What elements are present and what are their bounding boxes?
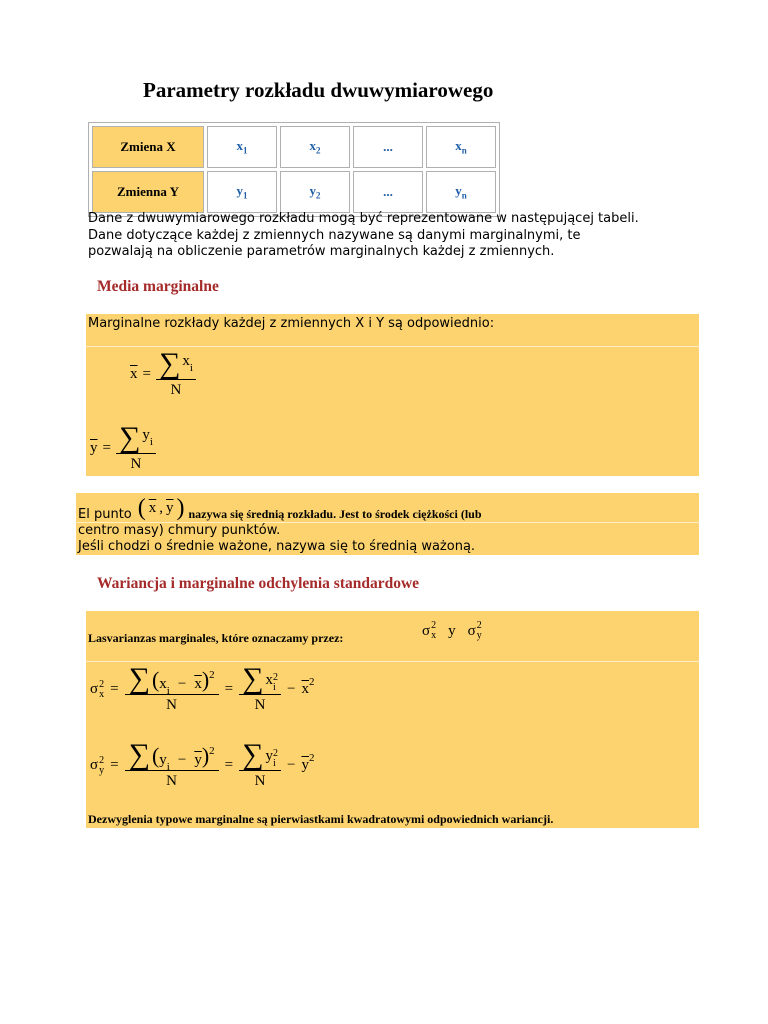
formula-mean-x [130, 347, 196, 399]
cell-y2 [280, 171, 350, 213]
sub: x [431, 630, 437, 641]
cell-text: y [309, 183, 316, 199]
cell-xn [426, 126, 496, 168]
comma: , [159, 500, 163, 516]
cell-x2 [280, 126, 350, 168]
sum-symbol: ∑ [128, 662, 150, 695]
equals-sign: = [142, 366, 151, 382]
cell-text: x [236, 138, 243, 154]
ybar-symbol: $\overline{y}$ [194, 752, 202, 768]
formula-mean-y [90, 421, 156, 473]
point-description: nazywa się średnią rozkładu. Jest to środek ciężkości (lub [188, 507, 482, 521]
ybar-symbol: $\overline{y}$ [166, 500, 174, 516]
xbar-symbol: $\overline{x}$ [148, 500, 157, 516]
sigma: σ [422, 622, 431, 639]
num-sub: i [189, 362, 193, 374]
table-row [92, 171, 496, 213]
paren-open: ( [151, 743, 160, 768]
script [99, 756, 104, 776]
cell-y-ellipsis: ... [353, 171, 423, 213]
sup: 2 [99, 754, 105, 766]
sup: 2 [308, 751, 315, 764]
cell-text: y [455, 183, 462, 199]
cell-sub: 1 [243, 190, 248, 201]
denominator: N [130, 456, 142, 472]
numerator [239, 662, 281, 695]
intro-line: Dane dotyczące każdej z zmiennych nazywane są danymi marginalnymi, te [88, 227, 581, 243]
fraction [125, 662, 219, 714]
fraction [239, 662, 281, 714]
script [99, 680, 104, 700]
num-var: x [159, 676, 167, 692]
fraction [125, 738, 219, 790]
sub: y [476, 630, 482, 641]
paren-open: ( [137, 495, 146, 521]
xbar-symbol: $\overline{x}$ [130, 366, 138, 382]
variance-label: Lasvarianzas marginales, które oznaczamy przez: [88, 631, 344, 645]
means-box-text: Marginalne rozkłady każdej z zmiennych X i Y są odpowiednio: [88, 316, 495, 331]
minus-sign: − [287, 681, 296, 697]
script [477, 621, 482, 641]
conj-y: y [448, 622, 456, 639]
paren-close: ) [201, 743, 210, 768]
paren-close: ) [201, 667, 210, 692]
heading-media-marginalne: Media marginalne [97, 278, 219, 295]
sup: 2 [209, 669, 215, 681]
paren-close: ) [176, 495, 185, 521]
row-label-y: Zmienna Y [92, 171, 204, 213]
formula-variance-x [90, 662, 315, 714]
numerator [116, 421, 156, 454]
sup: 2 [308, 675, 315, 688]
page-title: Parametry rozkładu dwuwymiarowego [143, 78, 494, 102]
minus-sign: − [287, 757, 296, 773]
means-box [86, 314, 699, 476]
num-var: y [265, 748, 273, 764]
sum-symbol: ∑ [128, 738, 150, 771]
cell-text: x [309, 138, 316, 154]
cell-text: y [236, 183, 243, 199]
numerator [125, 662, 219, 697]
sub: x [99, 688, 105, 700]
fraction [156, 347, 196, 399]
equals-sign: = [110, 757, 119, 773]
variables-table [88, 122, 500, 217]
variance-box [86, 611, 699, 828]
equals-sign: = [102, 440, 111, 456]
num-sub: i [149, 436, 153, 448]
numerator [125, 738, 219, 773]
numerator [156, 347, 196, 380]
cell-text: x [455, 138, 462, 154]
sup: 2 [99, 678, 105, 690]
equals-sign: = [224, 681, 234, 697]
sigma-symbols [422, 621, 482, 641]
denominator: N [254, 773, 266, 789]
minus-sign: − [177, 752, 187, 768]
sum-symbol: ∑ [242, 662, 264, 695]
mean-point-formula [138, 495, 185, 522]
fraction [239, 738, 281, 790]
row-label-x: Zmiena X [92, 126, 204, 168]
num-var: x [265, 672, 273, 688]
num-var: y [142, 427, 150, 443]
xbar-symbol: $\overline{x}$ [301, 681, 309, 697]
cell-sub: 2 [316, 145, 321, 156]
script [431, 621, 436, 641]
sup: 2 [273, 748, 278, 759]
denominator: N [254, 697, 266, 713]
paren-open: ( [151, 667, 160, 692]
cell-x1 [207, 126, 277, 168]
intro-line: Dane z dwuwymiarowego rozkładu mogą być reprezentowane w następującej tabeli. [88, 211, 639, 226]
point-line-2: centro masy) chmury punktów. [78, 523, 281, 538]
equals-sign: = [110, 681, 119, 697]
cell-x-ellipsis: ... [353, 126, 423, 168]
num-sub: i [166, 761, 170, 773]
cell-y1 [207, 171, 277, 213]
cell-sub: 2 [316, 190, 321, 201]
num-var: y [159, 752, 167, 768]
point-line-1 [78, 495, 482, 522]
divider [86, 661, 699, 662]
num-sub: i [166, 685, 170, 697]
sup: 2 [431, 620, 437, 631]
equals-sign: = [224, 757, 234, 773]
sup: 2 [476, 620, 482, 631]
variance-footer: Dezwyglenia typowe marginalne są pierwiastkami kwadratowymi odpowiednich wariancji. [88, 812, 554, 826]
sub: i [273, 758, 276, 769]
numerator [239, 738, 281, 771]
denominator: N [166, 697, 178, 713]
sum-symbol: ∑ [242, 738, 264, 771]
fraction [116, 421, 156, 473]
table-row [92, 126, 496, 168]
script [273, 749, 278, 769]
minus-sign: − [177, 676, 187, 692]
ybar-symbol: $\overline{y}$ [301, 757, 309, 773]
intro-paragraph [88, 211, 688, 261]
ybar-symbol: $\overline{y}$ [90, 440, 98, 456]
sum-symbol: ∑ [118, 421, 141, 454]
num-var: x [182, 353, 190, 369]
sigma: σ [90, 757, 99, 773]
sub: y [99, 764, 105, 776]
sub: i [273, 682, 276, 693]
el-punto-text: El punto [78, 507, 132, 522]
script [273, 673, 278, 693]
denominator: N [170, 382, 182, 398]
sup: 2 [209, 745, 215, 757]
sup: 2 [273, 672, 278, 683]
sigma: σ [467, 622, 476, 639]
formula-variance-y [90, 738, 315, 790]
cell-sub: 1 [243, 145, 248, 156]
cell-sub: n [461, 145, 467, 156]
sum-symbol: ∑ [158, 347, 181, 380]
xbar-symbol: $\overline{x}$ [194, 676, 202, 692]
point-line-3: Jeśli chodzi o średnie ważone, nazywa się to średnią ważoną. [78, 539, 476, 554]
cell-yn [426, 171, 496, 213]
denominator: N [166, 773, 178, 789]
cell-sub: n [461, 190, 467, 201]
heading-wariancja: Wariancja i marginalne odchylenia standardowe [97, 575, 420, 592]
intro-line: pozwalają na obliczenie parametrów marginalnych każdej z zmiennych. [88, 244, 555, 259]
sigma: σ [90, 681, 99, 697]
point-box [76, 493, 699, 555]
